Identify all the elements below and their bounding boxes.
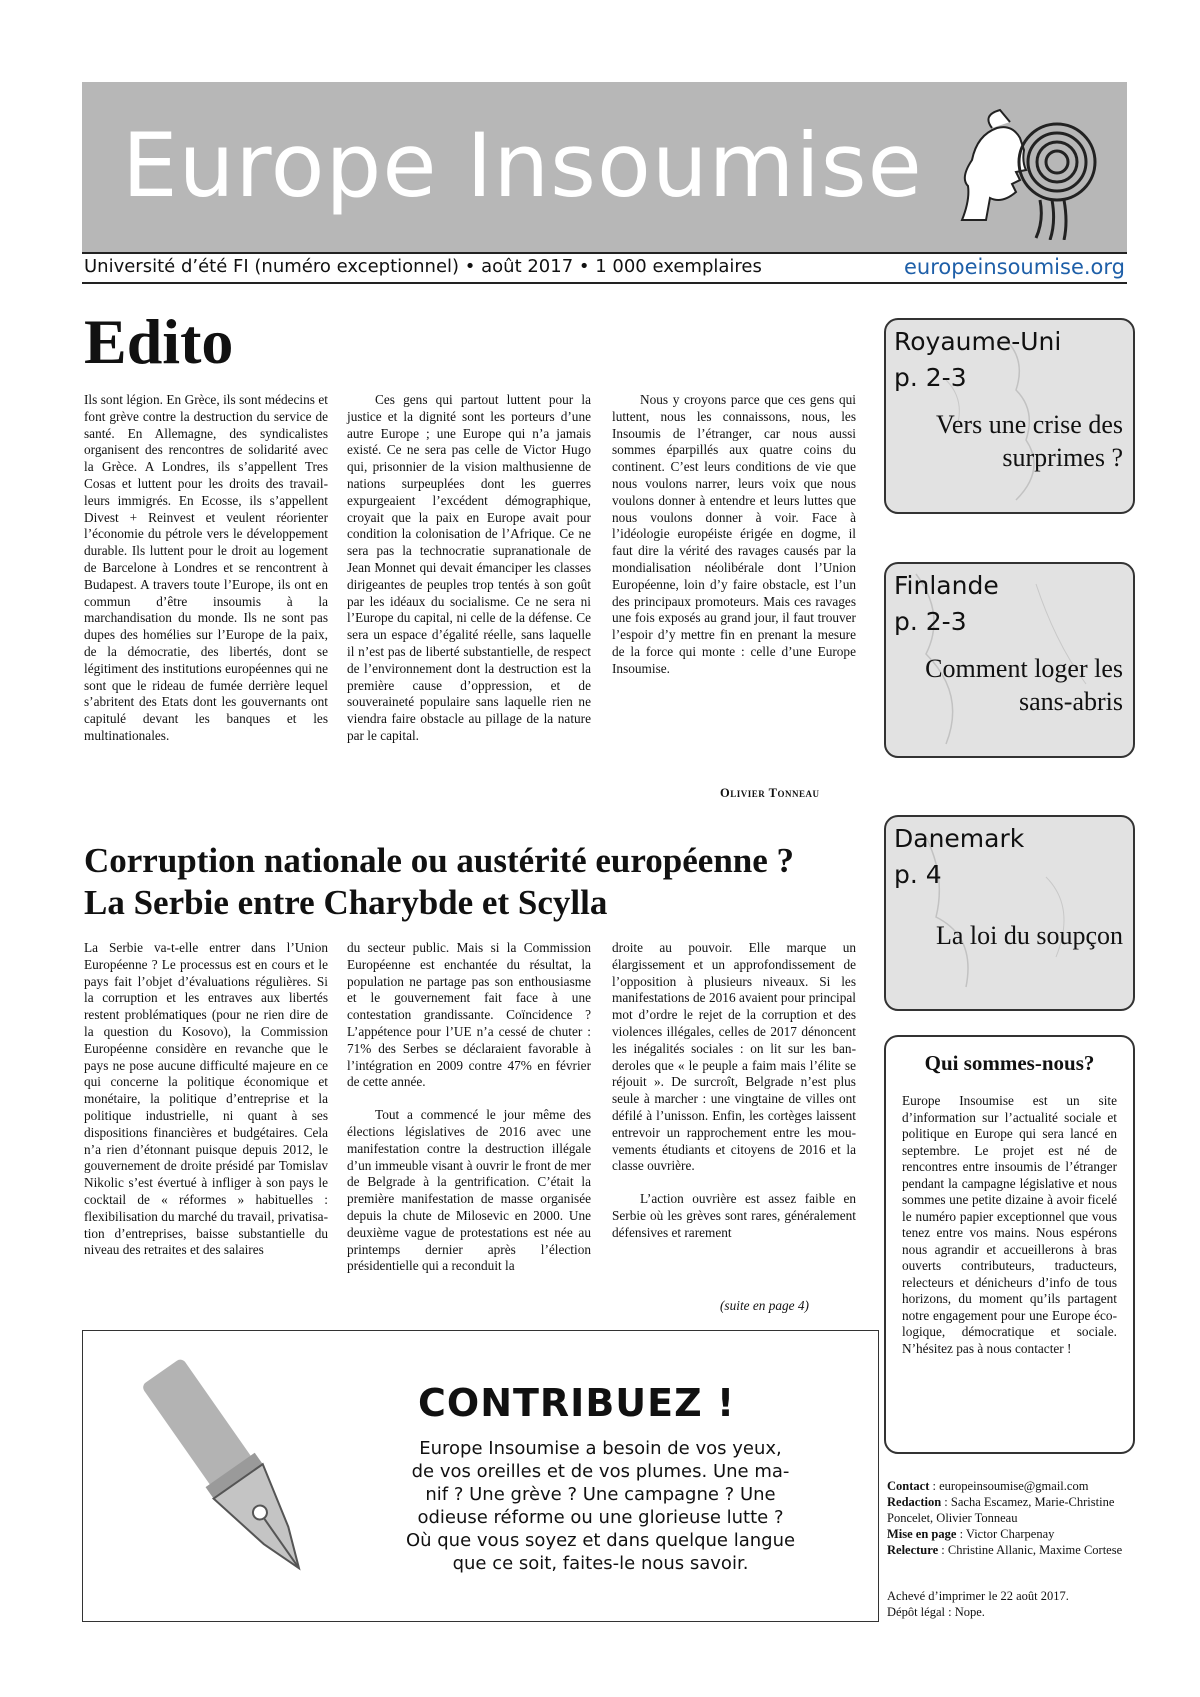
serbie-column-3 <box>612 940 856 1242</box>
edito-signature: Olivier Tonneau <box>720 786 820 800</box>
edito-heading: Edito <box>84 306 234 377</box>
box-country-name: Danemark <box>894 824 1025 853</box>
about-title: Qui sommes-nous? <box>924 1051 1095 1075</box>
issue-info: Université d’été FI (numéro exceptionnel) • août 2017 • 1 000 exemplaires <box>84 256 762 277</box>
contribute-line: de vos oreilles et de vos plumes. Une ma- <box>411 1461 790 1482</box>
credit-redaction <box>887 1494 1137 1526</box>
contribute-text <box>373 1437 828 1575</box>
box-headline <box>936 919 1123 952</box>
contribute-line: Où que vous soyez et dans quelque langue <box>405 1530 796 1551</box>
serbie-paragraph: du secteur public. Mais si la Commission Européenne est enchantée du résultat, la population ne partage pas son enthousiasme et le gouvernement fait face à une contestation grandissante. Coïncidence ? L’appétence pour l’UE n’a cessé de chuter : 71% des Serbes se déclaraient favorable à l’intégration en 2009 contre 47% en février de cette année. <box>347 940 591 1090</box>
serbie-column-2 <box>347 940 591 1275</box>
box-pages: p. 2-3 <box>894 607 967 636</box>
credit-mise-en-page <box>887 1526 1137 1542</box>
masthead-rule-top <box>82 252 1127 254</box>
credit-contact <box>887 1478 1137 1494</box>
credit-value: : Christine Allanic, Maxime Cortese <box>938 1543 1123 1557</box>
edito-paragraph: Nous y croyons parce que ces gens qui luttent, nous les connaissons, nous, les Insoumis de l’étranger, car nous aussi sommes éparpillés aux quatre coins du continent. C’est leurs conditions de vie que nous voulons narrer, leurs voix que nous voulons donner à entendre et leurs luttes que nous voulons donner à voir. Face à l’idéologie européiste érigée en dogme, il faut dire la vérité des ravages causés par la mondialisation néolibérale dont l’Union Européenne, loin d’y faire obstacle, est l’un des principaux promoteurs. Mais ces ravages une fois exposés au grand jour, il faut trouver l’espoir d’y mettre fin en prenant la mesure de la force qui monte : celle d’une Europe Insoumise. <box>612 392 856 676</box>
credit-value: : Victor Charpenay <box>956 1527 1055 1541</box>
about-box <box>884 1035 1135 1454</box>
box-pages: p. 2-3 <box>894 363 967 392</box>
sidebar-box-royaume-uni[interactable] <box>884 318 1135 514</box>
contribute-line: que ce soit, faites-le nous savoir. <box>452 1553 749 1574</box>
box-headline <box>936 408 1123 474</box>
serbie-paragraph: Tout a commencé le jour même des élections législatives de 2016 avec une manifestation contre la destruction illégale d’un immeuble visant à ouvrir le front de mer de Belgrade à la gentrification. C’était la première manifestation de masse organisée depuis la chute de Milosevic en 2000. Une deuxième vague de protestations est née au printemps dernier après l’élection présidentielle qui a reconduit la <box>347 1107 591 1274</box>
edito-column-1 <box>84 392 328 745</box>
contribute-line: Europe Insoumise a besoin de vos yeux, <box>419 1438 782 1459</box>
serbie-column-1 <box>84 940 328 1259</box>
box-country <box>886 320 1133 396</box>
box-country <box>886 817 1133 893</box>
serbie-heading <box>84 840 884 924</box>
site-link[interactable]: europeinsoumise.org <box>903 255 1125 279</box>
box-headline-line: La loi du soupçon <box>935 921 1123 950</box>
contribute-line: nif ? Une grève ? Une campagne ? Une <box>425 1484 776 1505</box>
credit-label: Mise en page <box>887 1527 957 1541</box>
box-country <box>886 564 1133 640</box>
fountain-pen-icon <box>123 1349 343 1599</box>
sidebar-box-finlande[interactable] <box>884 562 1135 758</box>
continued-note: (suite en page 4) <box>720 1298 809 1313</box>
box-pages: p. 4 <box>894 860 942 889</box>
edito-paragraph: Ces gens qui partout luttent pour la justice et la dignité sont les porteurs d’une autre Europe ; une Europe qui n’a jamais existé. Ce ne sera pas celle de Victor Hugo qui, prisonnier de la vision malthusienne de nations surpeuplées dont les guerres expurgeaient l’excédent démographique, croyait que la paix en Europe avait pour condition la colonisation de l’Afrique. Ce ne sera pas la technocratie supranationale de Jean Monnet qui devait émanciper les classes dirigeantes de peuples trop tentés à son goût par les idéaux du socialisme. Ce ne sera ni l’Europe du capital, ni celle de la défense. Ce sera un espace d’égalité réelle, sans laquelle il n’est pas de liberté substantielle, de respect de l’environnement dont la destruction est la première cause d’oppression, et de souveraineté populaire sans laquelle rien ne viendra faire obstacle au pillage de la nature par le capital. <box>347 392 591 743</box>
credit-value: : Sacha Escamez, Marie-Christine Poncelet, Olivier Tonneau <box>887 1495 1115 1525</box>
contribute-box <box>82 1330 879 1622</box>
credit-relecture <box>887 1542 1137 1558</box>
credits <box>887 1478 1137 1558</box>
print-date: Achevé d’imprimer le 22 août 2017. <box>887 1589 1069 1603</box>
edito-column-2 <box>347 392 591 745</box>
credit-label: Contact <box>887 1479 930 1493</box>
box-country-name: Finlande <box>894 571 999 600</box>
legal-deposit: Dépôt légal : Nope. <box>887 1605 985 1619</box>
masthead <box>82 82 1127 252</box>
credit-label: Relecture <box>887 1543 939 1557</box>
contribute-line: odieuse réforme ou une glorieuse lutte ? <box>417 1507 784 1528</box>
box-headline-line: Vers une crise des <box>936 410 1123 439</box>
serbie-paragraph: droite au pouvoir. Elle marque un élargissement et un approfondissement de l’opposition à plusieurs niveaux. Si les manifestations de 2016 avaient pour principal mot d’ordre le rejet de la corruption et des violences illégales, celles de 2017 dénoncent les inégalités sociales : on lit sur les banderoles que « le peuple a faim mais l’élite se réjouit ». De surcroît, Belgrade n’est plus seule à marcher : une vingtaine de villes ont défilé à l’unisson. Enfin, les cortèges laissent entrevoir un rapprochement entre les mouvements étudiants et citoyens de 2016 et la classe ouvrière. <box>612 940 856 1174</box>
contribute-title: CONTRIBUEZ ! <box>418 1381 736 1425</box>
sidebar-box-danemark[interactable] <box>884 815 1135 1011</box>
edito-paragraph: Ils sont légion. En Grèce, ils sont médecins et font grève contre la destruction du service de santé. En Allemagne, des syndicalistes organisent des rencontres de solidarité avec la Grèce. A Londres, ils s’appellent Tres Cosas et luttent pour les droits des travailleurs immigrés. En Ecosse, ils s’appellent Divest + Reinvest et veulent réorienter l’économie du pétrole vers le développement durable. Ils luttent pour le droit au logement de Barcelone à Londres et se rencontrent à Budapest. A travers toute l’Europe, ils ont en commun d’être insoumis à la marchandisation du monde. Ils ne sont pas dupes des homélies sur l’Europe de la paix, de la démocratie, des libertés, dont se légitiment des institutions européennes qui ne sont que le rideau de fumée derrière lequel s’abritent des Etats dont les gouvernants ont capitulé devant les banques et les multinationales. <box>84 392 328 743</box>
box-country-name: Royaume-Uni <box>894 327 1062 356</box>
masthead-title: Europe Insoumise <box>122 114 923 217</box>
credit-label: Redaction <box>887 1495 942 1509</box>
box-headline-line: sans-abris <box>1019 687 1123 716</box>
box-headline-line: surprimes ? <box>1002 443 1123 472</box>
marianne-logo-icon <box>952 100 1102 240</box>
serbie-paragraph: L’action ouvrière est assez faible en Serbie où les grèves sont rares, généralement défensives et rarement <box>612 1191 856 1240</box>
masthead-rule-bottom <box>82 282 1127 284</box>
about-text: Europe Insoumise est un site d’information sur l’actualité sociale et politique en Europe qui sera lancé en septembre. Le projet est né de rencontres entre insoumis de l’étranger pendant la campagne législative et nous sommes une petite dizaine à avoir ficelé le numéro papier exceptionnel que vous tenez entre vos mains. Nous espérons nous agrandir et accueillerons à bras ouverts contributeurs, traducteurs, relecteurs et dénicheurs d’info de tous horizons, du moment qu’ils partagent notre engagement pour une Europe écologique, démocratique et sociale. N’hésitez pas à nous contacter ! <box>902 1093 1117 1356</box>
box-headline <box>925 652 1123 718</box>
box-headline-line: Comment loger les <box>925 654 1123 683</box>
print-info <box>887 1588 1137 1620</box>
serbie-heading-line-2: La Serbie entre Charybde et Scylla <box>84 883 608 922</box>
credit-value[interactable]: : europeinsoumise@gmail.com <box>929 1479 1089 1493</box>
serbie-heading-line-1: Corruption nationale ou austérité européenne ? <box>84 841 795 880</box>
serbie-paragraph: La Serbie va-t-elle entrer dans l’Union Européenne ? Le processus est en cours et le pays fait l’objet d’évaluations régulières. Si la corruption et les entraves aux libertés restent problématiques (pour ne rien dire de la question du Kosovo), la Commission Européenne considère en revanche que le pays ne pose aucune difficulté majeure en ce qui concerne la politique économique et monétaire, la politique d’entreprise et la politique industrielle, ni quant à ses dispositions financières et budgétaires. Cela n’a rien d’étonnant puisque depuis 2012, le gouvernement de droite présidé par Tomislav Nikolic s’est évertué à infliger à son pays le cocktail de « réformes » habituelles : flexibilisation du marché du travail, privatisation d’entreprises, baisse substantielle du niveau des retraites et des salaires <box>84 940 328 1258</box>
edito-column-3 <box>612 392 856 678</box>
